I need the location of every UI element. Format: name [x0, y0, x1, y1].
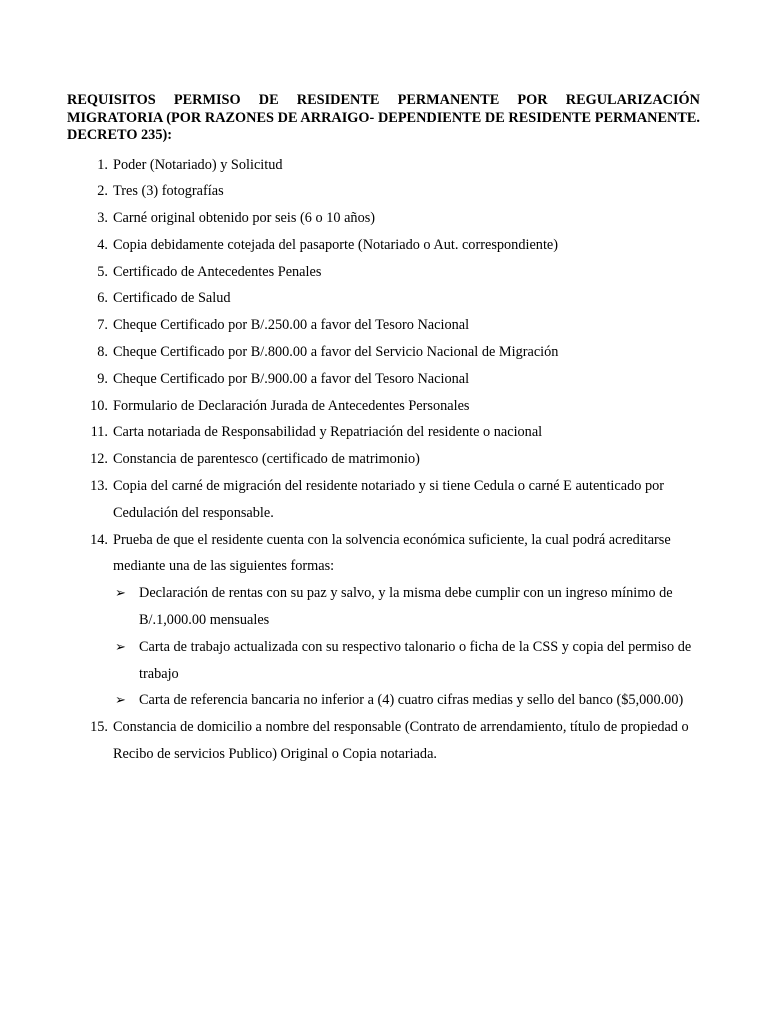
- item-number: 15.: [90, 719, 108, 736]
- sub-item-text: Declaración de rentas con su paz y salvo, y la misma debe cumplir con un ingreso mínimo de B/.1,000.00 mensuales: [139, 585, 673, 629]
- list-item: [67, 312, 700, 339]
- sub-item-text: Carta de trabajo actualizada con su respectivo talonario o ficha de la CSS y copia del permiso de trabajo: [139, 638, 692, 682]
- item-text: Copia debidamente cotejada del pasaporte (Notariado o Aut. correspondiente): [113, 236, 559, 253]
- requirements-list: [67, 152, 700, 768]
- list-item: [67, 205, 700, 232]
- document-page: [67, 92, 700, 768]
- item-number: 11.: [90, 424, 108, 441]
- list-item: [67, 446, 700, 473]
- item-number: 10.: [90, 397, 108, 414]
- document-title: REQUISITOS PERMISO DE RESIDENTE PERMANENTE POR REGULARIZACIÓN MIGRATORIA (POR RAZONES DE ARRAIGO- DEPENDIENTE DE RESIDENTE PERMANENTE. DECRETO 235):: [67, 92, 700, 143]
- list-item: [67, 259, 700, 286]
- arrow-bullet-icon: ➢: [115, 692, 126, 708]
- item-text: Carta notariada de Responsabilidad y Repatriación del residente o nacional: [113, 424, 543, 441]
- item-text: Copia del carné de migración del residente notariado y si tiene Cedula o carné E autenticado por Cedulación del responsable.: [113, 478, 665, 521]
- item-number: 9.: [97, 370, 108, 387]
- item-number: 8.: [97, 344, 108, 361]
- list-item: [67, 714, 700, 768]
- sub-list-item: [113, 687, 700, 714]
- list-item: [67, 152, 700, 179]
- item-text: Certificado de Antecedentes Penales: [113, 263, 322, 280]
- item-text: Tres (3) fotografías: [113, 183, 224, 200]
- item-number: 4.: [97, 236, 108, 253]
- list-item: [67, 339, 700, 366]
- item-text: Poder (Notariado) y Solicitud: [113, 156, 283, 173]
- item-text: Prueba de que el residente cuenta con la solvencia económica suficiente, la cual podrá acreditarse mediante una de las siguientes formas:: [113, 531, 671, 575]
- list-item: [67, 366, 700, 393]
- item-text: Certificado de Salud: [113, 290, 231, 307]
- item-text: Carné original obtenido por seis (6 o 10 años): [113, 210, 376, 227]
- list-item: [67, 285, 700, 312]
- sub-list-item: [113, 634, 700, 688]
- item-text: Cheque Certificado por B/.250.00 a favor del Tesoro Nacional: [113, 317, 470, 334]
- item-number: 3.: [97, 210, 108, 227]
- item-number: 6.: [97, 290, 108, 307]
- item-number: 7.: [97, 317, 108, 334]
- list-item: [67, 527, 700, 715]
- arrow-bullet-icon: ➢: [115, 638, 126, 654]
- item-number: 5.: [97, 263, 108, 280]
- list-item: [67, 232, 700, 259]
- item-text: Constancia de parentesco (certificado de matrimonio): [113, 451, 420, 468]
- item-text: Cheque Certificado por B/.800.00 a favor del Servicio Nacional de Migración: [113, 344, 559, 361]
- list-item: [67, 178, 700, 205]
- arrow-bullet-icon: ➢: [115, 585, 126, 601]
- item-number: 13.: [90, 478, 108, 495]
- item-number: 2.: [97, 183, 108, 200]
- item-text: Cheque Certificado por B/.900.00 a favor del Tesoro Nacional: [113, 370, 470, 387]
- item-number: 1.: [97, 156, 108, 173]
- item-text: Formulario de Declaración Jurada de Antecedentes Personales: [113, 397, 470, 414]
- sub-list: [113, 580, 700, 714]
- list-item: [67, 419, 700, 446]
- list-item: [67, 393, 700, 420]
- list-item: [67, 473, 700, 527]
- item-text: Constancia de domicilio a nombre del responsable (Contrato de arrendamiento, título de propiedad o Recibo de servicios Publico) Original o Copia notariada.: [113, 719, 689, 763]
- sub-item-text: Carta de referencia bancaria no inferior a (4) cuatro cifras medias y sello del banco ($5,000.00): [139, 692, 684, 709]
- item-number: 12.: [90, 451, 108, 468]
- item-number: 14.: [90, 531, 108, 548]
- sub-list-item: [113, 580, 700, 634]
